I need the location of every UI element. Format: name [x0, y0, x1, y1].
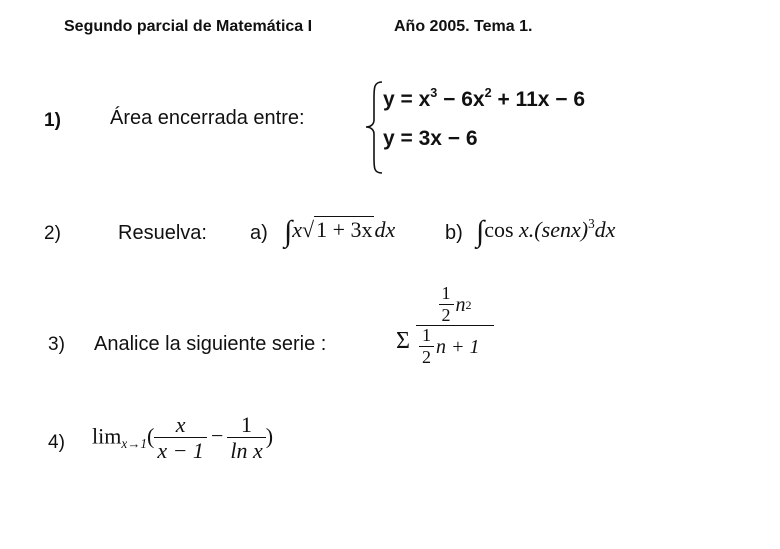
question-4-number: 4) [48, 432, 65, 453]
bot-rest: n + 1 [436, 335, 480, 358]
lim-operator: lim [92, 423, 122, 449]
top-n: n [455, 293, 466, 316]
integral-b [476, 215, 615, 249]
integral-b-dx: dx [594, 217, 616, 242]
question-2-text: Resuelva: [118, 222, 207, 244]
sigma-sign: Σ [396, 328, 410, 354]
integral-a [284, 215, 395, 249]
item-b-label: b) [445, 222, 463, 244]
lim-subscript: x→1 [121, 435, 147, 451]
integral-a-dx: dx [374, 217, 396, 242]
sqrt-sign: √ [301, 217, 315, 242]
integral-b-exp: 3 [588, 215, 595, 231]
cos-function: cos [484, 217, 514, 242]
top-frac-den: 2 [439, 304, 454, 326]
integral-sign-a: ∫ [284, 215, 293, 248]
equation-1-mid: − 6x [437, 88, 485, 111]
question-1-text: Área encerrada entre: [110, 107, 305, 129]
limit-expression [92, 413, 273, 463]
bot-frac-den: 2 [419, 346, 434, 368]
integral-sign-b: ∫ [476, 215, 485, 248]
series-term [416, 284, 494, 368]
equation-1 [383, 88, 585, 112]
frac-2-num: 1 [241, 412, 253, 437]
exam-year-topic: Año 2005. Tema 1. [394, 18, 533, 35]
equation-1-right: + 11x − 6 [491, 88, 586, 111]
integral-b-body: x.(senx) [519, 217, 589, 242]
equation-2: y = 3x − 6 [383, 127, 478, 150]
exam-title: Segundo parcial de Matemática I [64, 18, 313, 35]
item-a-label: a) [250, 222, 268, 244]
series-numerator: $\frac{1}{2}$ n 2 [436, 284, 475, 325]
minus-sign: − [210, 423, 224, 449]
question-3-text: Analice la siguiente serie : [94, 333, 327, 355]
question-1-number: 1) [44, 110, 61, 131]
close-paren: ) [265, 423, 274, 449]
equation-1-exp-3: 3 [430, 86, 438, 101]
series-denominator [416, 325, 494, 367]
frac-1-den: x − 1 [154, 437, 207, 463]
sqrt-radicand: 1 + 3x [316, 217, 373, 242]
top-frac-num: 1 [441, 283, 451, 303]
frac-2-den: ln x [227, 437, 265, 463]
integral-a-x: x [292, 217, 302, 242]
bot-frac-num: 1 [422, 325, 431, 346]
equation-1-exp-2: 2 [484, 86, 492, 101]
equation-1-left: y = x [383, 88, 431, 111]
frac-1-num: x [175, 412, 186, 437]
question-3-number: 3) [48, 334, 65, 355]
question-2-number: 2) [44, 223, 61, 244]
open-paren: ( [146, 423, 155, 449]
